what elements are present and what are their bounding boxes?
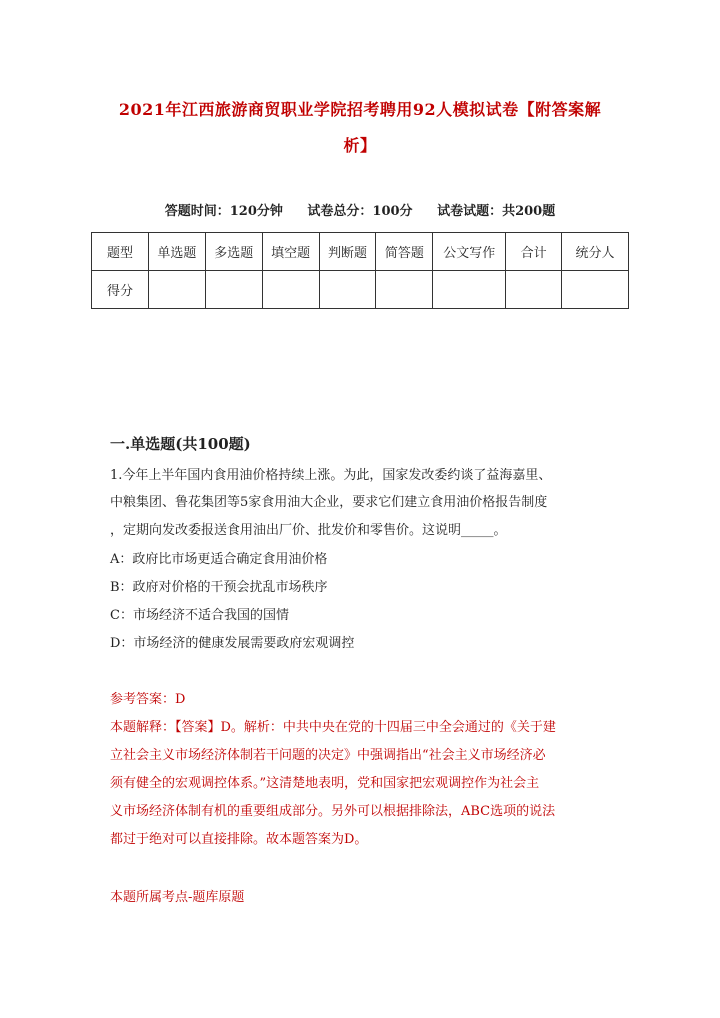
option-b: B：政府对价格的干预会扰乱市场秩序 xyxy=(110,580,328,595)
question-source: 本题所属考点-题库原题 xyxy=(110,890,245,905)
score-table-header-cell: 填空题 xyxy=(262,233,319,271)
exam-meta xyxy=(92,200,628,219)
explanation-line: 立社会主义市场经济体制若干问题的决定》中强调指出“社会主义市场经济必 xyxy=(110,748,546,763)
option-d: D：市场经济的健康发展需要政府宏观调控 xyxy=(110,636,355,651)
score-table-header-cell: 简答题 xyxy=(376,233,433,271)
score-row-label: 得分 xyxy=(92,271,149,309)
score-cell xyxy=(433,271,506,309)
score-table xyxy=(91,232,629,309)
score-table-header-cell: 合计 xyxy=(506,233,562,271)
score-table-header-row xyxy=(92,233,629,271)
score-cell xyxy=(506,271,562,309)
score-cell xyxy=(262,271,319,309)
document-title-line-1: 2021年江西旅游商贸职业学院招考聘用92人模拟试卷【附答案解 xyxy=(118,100,602,119)
document-title-line-2: 析】 xyxy=(343,136,377,155)
explanation-line: 义市场经济体制有机的重要组成部分。另外可以根据排除法，ABC选项的说法 xyxy=(110,804,556,819)
question-stem-line: 中粮集团、鲁花集团等5家食用油大企业，要求它们建立食用油价格报告制度 xyxy=(110,495,548,510)
explanation-line: 本题解释：【答案】D。解析：中共中央在党的十四届三中全会通过的《关于建 xyxy=(110,720,556,735)
score-table-header-cell: 题型 xyxy=(92,233,149,271)
score-table-header-cell: 判断题 xyxy=(319,233,376,271)
explanation-line: 须有健全的宏观调控体系。”这清楚地表明，党和国家把宏观调控作为社会主 xyxy=(110,776,540,791)
score-cell xyxy=(148,271,205,309)
exam-total-score: 试卷总分：100分 xyxy=(307,204,413,219)
exam-time: 答题时间：120分钟 xyxy=(164,204,283,219)
score-cell xyxy=(205,271,262,309)
question-stem-line: ，定期向发改委报送食用油出厂价、批发价和零售价。这说明_____。 xyxy=(110,523,507,538)
score-table-header-cell: 公文写作 xyxy=(433,233,506,271)
score-cell xyxy=(376,271,433,309)
section-title: 一.单选题(共100题) xyxy=(110,435,251,453)
score-cell xyxy=(562,271,629,309)
reference-answer: 参考答案：D xyxy=(110,692,186,707)
score-table-header-cell: 单选题 xyxy=(148,233,205,271)
question-stem-line: 1.今年上半年国内食用油价格持续上涨。为此，国家发改委约谈了益海嘉里、 xyxy=(110,468,552,483)
score-table-header-cell: 统分人 xyxy=(562,233,629,271)
explanation-line: 都过于绝对可以直接排除。故本题答案为D。 xyxy=(110,832,368,847)
score-cell xyxy=(319,271,376,309)
option-c: C：市场经济不适合我国的国情 xyxy=(110,608,289,623)
score-table-header-cell: 多选题 xyxy=(205,233,262,271)
score-table-score-row xyxy=(92,271,629,309)
option-a: A：政府比市场更适合确定食用油价格 xyxy=(110,552,328,567)
exam-question-count: 试卷试题：共200题 xyxy=(437,204,556,219)
